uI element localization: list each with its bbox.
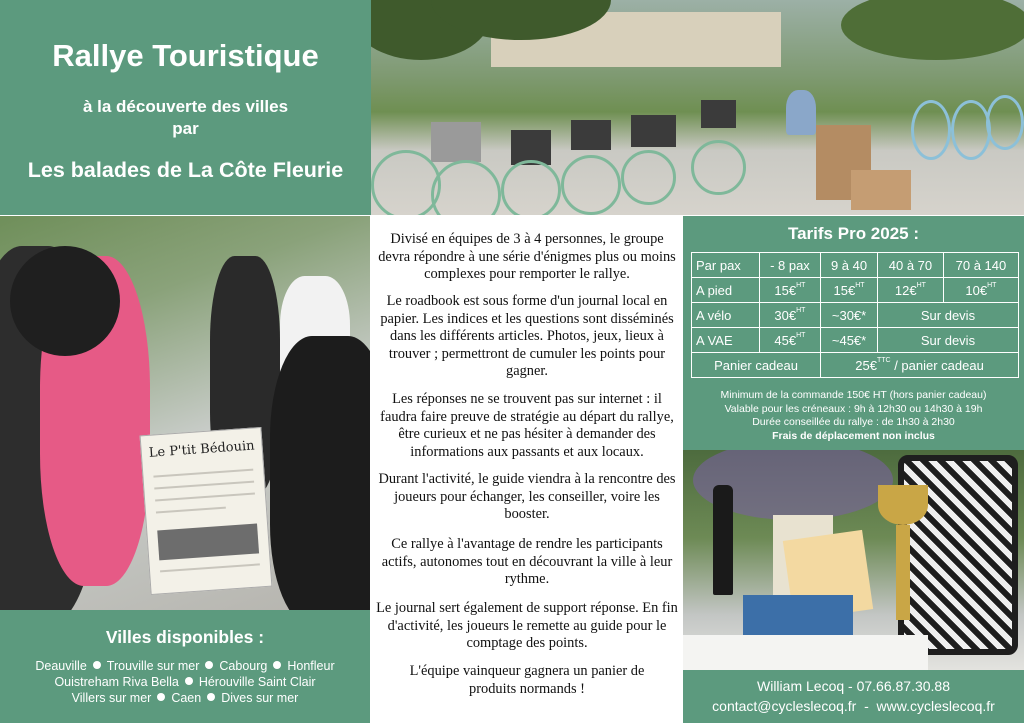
description-paragraph-4: Durant l'activité, le guide viendra à la rencontre des joueurs pour échanger, les conseiller, voire les booster. xyxy=(378,471,676,522)
table-header-row xyxy=(692,253,1019,278)
description-paragraph-3: Les réponses ne se trouvent pas sur internet : il faudra faire preuve de stratégie au départ du rallye, être curieux et ne pas hésiter à demander des informations aux passants et aux locaux. xyxy=(380,391,674,460)
city-item: Trouville sur mer xyxy=(106,659,200,673)
price-cell: 10€$^{HT}$ xyxy=(943,278,1018,303)
main-title: Rallye Touristique xyxy=(52,38,319,73)
price-cell: 15€$^{HT}$ xyxy=(821,278,878,303)
players-photo xyxy=(0,216,370,610)
row-label: Panier cadeau xyxy=(692,353,821,378)
text-line xyxy=(155,493,255,502)
bike-basket xyxy=(571,120,611,150)
cities-line-1 xyxy=(0,658,370,674)
city-item: Villers sur mer xyxy=(71,691,152,705)
bike-wheel xyxy=(621,150,676,205)
text-line xyxy=(153,469,253,478)
contact-panel xyxy=(683,670,1024,723)
cities-list xyxy=(0,658,370,706)
bike-wheel xyxy=(911,100,951,160)
header-cell: Par pax xyxy=(692,253,760,278)
newspaper-photo xyxy=(157,523,259,560)
note-line: Valable pour les créneaux : 9h à 12h30 ou 14h30 à 19h xyxy=(724,402,983,415)
quote-cell: Sur devis xyxy=(877,328,1018,353)
bullet-icon xyxy=(185,677,193,685)
row-label: A vélo xyxy=(692,303,760,328)
description-paragraph-6: Le journal sert également de support réponse. En fin d'activité, les joueurs le remette au guide pour le comptage des points. xyxy=(376,600,678,651)
bike-wheel xyxy=(431,160,501,215)
city-item: Cabourg xyxy=(219,659,268,673)
description-paragraph-7: L'équipe vainqueur gagnera un panier de produits normands ! xyxy=(409,663,645,697)
price-cell: 45€$^{HT}$ xyxy=(759,328,820,353)
tariff-notes xyxy=(683,389,1024,443)
header-cell: 40 à 70 xyxy=(877,253,943,278)
description-paragraph-5: Ce rallye à l'avantage de rendre les participants actifs, autonomes tout en découvrant la ville à leur rythme. xyxy=(381,536,673,587)
tree-right xyxy=(841,0,1024,60)
text-line xyxy=(160,563,260,572)
price-cell: 12€$^{HT}$ xyxy=(877,278,943,303)
note-line: Minimum de la commande 150€ HT (hors panier cadeau) xyxy=(720,389,987,401)
contact-email-website[interactable]: contact@cycleslecoq.fr - www.cycleslecoq.fr xyxy=(712,698,995,714)
price-cell: 15€$^{HT}$ xyxy=(759,278,820,303)
bullet-icon xyxy=(207,693,215,701)
tariffs-table xyxy=(691,252,1019,378)
cider-bottle xyxy=(713,485,733,595)
city-item: Honfleur xyxy=(287,659,335,673)
contact-name-phone[interactable]: William Lecoq - 07.66.87.30.88 xyxy=(757,678,950,694)
bike-wheel xyxy=(691,140,746,195)
cities-panel xyxy=(0,610,370,723)
prize-basket-photo xyxy=(683,450,1024,670)
player-hair xyxy=(10,246,120,356)
table-row-vae xyxy=(692,328,1019,353)
tariffs-title: Tarifs Pro 2025 : xyxy=(787,224,920,243)
white-crate xyxy=(683,635,928,670)
header-cell: 9 à 40 xyxy=(821,253,878,278)
trophy-cup xyxy=(878,485,928,525)
city-item: Dives sur mer xyxy=(221,691,299,705)
price-cell: 25€$^{TTC}$ / panier cadeau xyxy=(821,353,1019,378)
price-cell: 30€$^{HT}$ xyxy=(759,303,820,328)
bike-wheel xyxy=(501,160,561,215)
text-line xyxy=(154,481,254,490)
description-paragraph-2: Le roadbook est sous forme d'un journal local en papier. Les indices et les questions sont disséminés dans les différents articles. Photos, jeux, lieux à trouver ; permettront de cumuler les points pour gagner. xyxy=(380,293,674,379)
bike-wheel xyxy=(951,100,991,160)
description-paragraph-1: Divisé en équipes de 3 à 4 personnes, le groupe devra répondre à une série d'énigmes plus ou moins complexes pour remporter le rallye. xyxy=(378,231,676,282)
table-row-panier xyxy=(692,353,1019,378)
bike-basket xyxy=(701,100,736,128)
bullet-icon xyxy=(273,661,281,669)
newspaper-roadbook xyxy=(140,427,273,595)
organizer-title: Les balades de La Côte Fleurie xyxy=(27,158,344,182)
bike-basket xyxy=(631,115,676,147)
cities-line-3 xyxy=(0,690,370,706)
bike-wheel xyxy=(371,150,441,215)
bullet-icon xyxy=(157,693,165,701)
text-line xyxy=(156,507,226,514)
city-item: Hérouville Saint Clair xyxy=(198,675,316,689)
city-item: Ouistreham Riva Bella xyxy=(54,675,179,689)
subtitle xyxy=(0,96,371,140)
header-cell: - 8 pax xyxy=(759,253,820,278)
table-row-velo xyxy=(692,303,1019,328)
guide-person xyxy=(786,90,816,135)
price-cell: ~45€* xyxy=(821,328,878,353)
bike-basket xyxy=(431,122,481,162)
newspaper-masthead: Le P'tit Bédouin xyxy=(148,438,256,461)
tariffs-panel xyxy=(683,216,1024,450)
price-cell: ~30€* xyxy=(821,303,878,328)
note-line: Durée conseillée du rallye : de 1h30 à 2h30 xyxy=(752,416,955,428)
cities-line-2 xyxy=(0,674,370,690)
bikes-photo xyxy=(371,0,1024,215)
city-item: Caen xyxy=(171,691,202,705)
subtitle-line-1: à la découverte des villes xyxy=(82,97,289,116)
cardboard-box xyxy=(851,170,911,210)
subtitle-line-2: par xyxy=(172,119,199,138)
row-label: A VAE xyxy=(692,328,760,353)
table-row-pied xyxy=(692,278,1019,303)
trophy-stem xyxy=(896,525,910,620)
title-block xyxy=(0,0,371,215)
note-bold: Frais de déplacement non inclus xyxy=(772,429,935,442)
header-cell: 70 à 140 xyxy=(943,253,1018,278)
bullet-icon xyxy=(93,661,101,669)
row-label: A pied xyxy=(692,278,760,303)
bike-wheel xyxy=(561,155,621,215)
city-item: Deauville xyxy=(35,659,87,673)
cities-title: Villes disponibles : xyxy=(105,627,265,647)
quote-cell: Sur devis xyxy=(877,303,1018,328)
bike-wheel xyxy=(986,95,1024,150)
description-column xyxy=(371,216,683,723)
bullet-icon xyxy=(205,661,213,669)
player-right xyxy=(270,336,370,610)
